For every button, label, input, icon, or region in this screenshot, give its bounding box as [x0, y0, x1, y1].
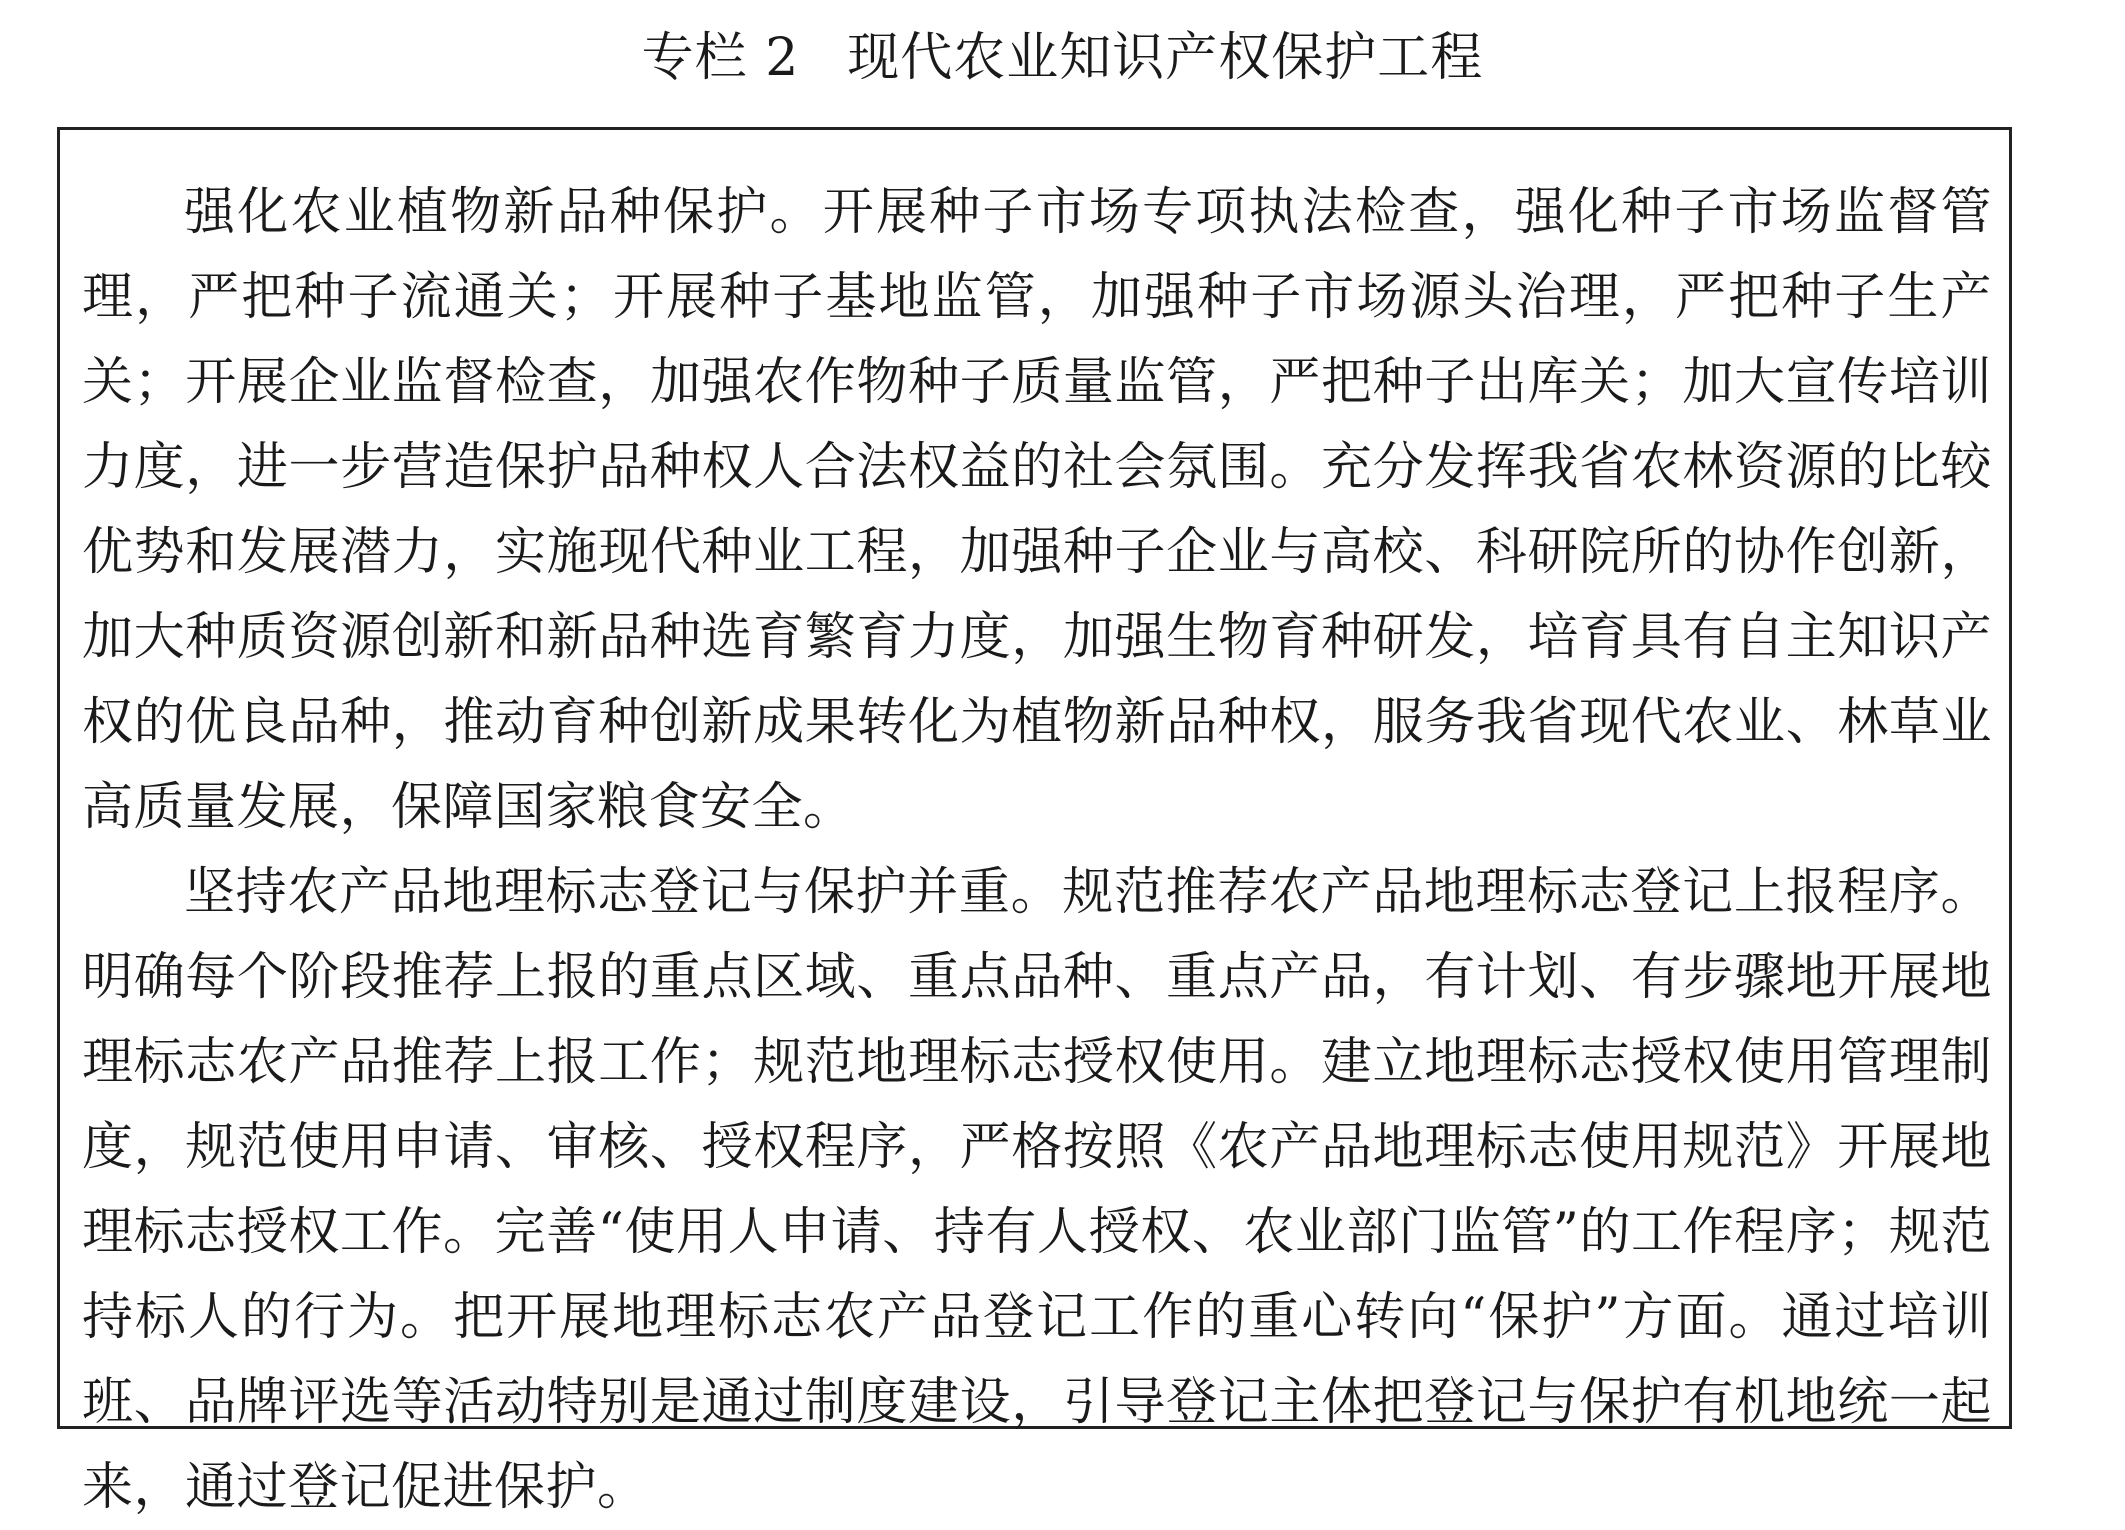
column-label: 专栏 2	[641, 28, 800, 88]
column-title	[0, 18, 2125, 98]
paragraph-seed-protection: 强化农业植物新品种保护。开展种子市场专项执法检查，强化种子市场监督管理，严把种子流通关；开展种子基地监管，加强种子市场源头治理，严把种子生产关；开展企业监督检查，加强农作物种子质量监管，严把种子出库关；加大宣传培训力度，进一步营造保护品种权人合法权益的社会氛围。充分发挥我省农林资源的比较优势和发展潜力，实施现代种业工程，加强种子企业与高校、科研院所的协作创新，加大种质资源创新和新品种选育繁育力度，加强生物育种研发，培育具有自主知识产权的优良品种，推动育种创新成果转化为植物新品种权，服务我省现代农业、林草业高质量发展，保障国家粮食安全。	[82, 183, 1992, 837]
paragraph-geographical-indication: 坚持农产品地理标志登记与保护并重。规范推荐农产品地理标志登记上报程序。明确每个阶段推荐上报的重点区域、重点品种、重点产品，有计划、有步骤地开展地理标志农产品推荐上报工作；规范地理标志授权使用。建立地理标志授权使用管理制度，规范使用申请、审核、授权程序，严格按照《农产品地理标志使用规范》开展地理标志授权工作。完善“使用人申请、持有人授权、农业部门监管”的工作程序；规范持标人的行为。把开展地理标志农产品登记工作的重心转向“保护”方面。通过培训班、品牌评选等活动特别是通过制度建设，引导登记主体把登记与保护有机地统一起来，通过登记促进保护。	[82, 863, 1992, 1517]
column-heading: 现代农业知识产权保护工程	[847, 28, 1484, 88]
column-content	[82, 170, 1992, 1530]
column-box	[57, 127, 2012, 1517]
